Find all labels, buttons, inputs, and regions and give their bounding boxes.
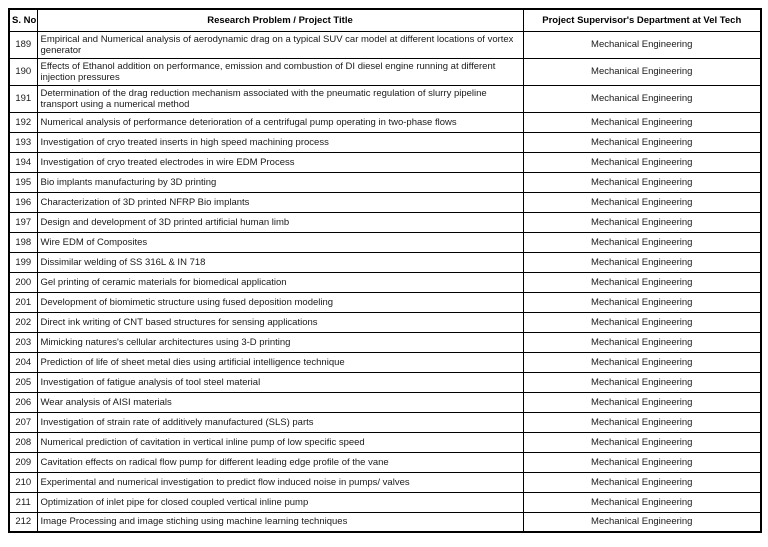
table-row xyxy=(9,312,761,332)
sno-cell: 196 xyxy=(9,192,37,212)
table-row xyxy=(9,152,761,172)
table-row xyxy=(9,352,761,372)
sno-cell: 208 xyxy=(9,432,37,452)
dept-cell: Mechanical Engineering xyxy=(523,132,761,152)
sno-cell: 206 xyxy=(9,392,37,412)
table-header xyxy=(9,9,761,31)
title-cell: Image Processing and image stiching using machine learning techniques xyxy=(37,512,523,532)
dept-cell: Mechanical Engineering xyxy=(523,332,761,352)
table-row xyxy=(9,172,761,192)
title-cell: Cavitation effects on radical flow pump for different leading edge profile of the vane xyxy=(37,452,523,472)
research-projects-table xyxy=(8,8,762,533)
title-cell: Experimental and numerical investigation to predict flow induced noise in pumps/ valves xyxy=(37,472,523,492)
dept-cell: Mechanical Engineering xyxy=(523,272,761,292)
sno-cell: 211 xyxy=(9,492,37,512)
table-row xyxy=(9,58,761,85)
header-dept: Project Supervisor's Department at Vel Tech xyxy=(523,9,761,31)
table-row xyxy=(9,112,761,132)
title-cell: Prediction of life of sheet metal dies using artificial intelligence technique xyxy=(37,352,523,372)
sno-cell: 207 xyxy=(9,412,37,432)
dept-cell: Mechanical Engineering xyxy=(523,192,761,212)
dept-cell: Mechanical Engineering xyxy=(523,85,761,112)
table-row xyxy=(9,332,761,352)
table-row xyxy=(9,85,761,112)
table-body xyxy=(9,31,761,532)
title-cell: Investigation of strain rate of additively manufactured (SLS) parts xyxy=(37,412,523,432)
header-title: Research Problem / Project Title xyxy=(37,9,523,31)
header-sno: S. No xyxy=(9,9,37,31)
dept-cell: Mechanical Engineering xyxy=(523,312,761,332)
table-row xyxy=(9,492,761,512)
table-row xyxy=(9,252,761,272)
sno-cell: 210 xyxy=(9,472,37,492)
table-row xyxy=(9,212,761,232)
title-cell: Investigation of fatigue analysis of tool steel material xyxy=(37,372,523,392)
title-cell: Numerical analysis of performance deterioration of a centrifugal pump operating in two-phase flows xyxy=(37,112,523,132)
sno-cell: 204 xyxy=(9,352,37,372)
dept-cell: Mechanical Engineering xyxy=(523,232,761,252)
title-cell: Design and development of 3D printed artificial human limb xyxy=(37,212,523,232)
title-cell: Empirical and Numerical analysis of aerodynamic drag on a typical SUV car model at different locations of vortex generator xyxy=(37,31,523,58)
sno-cell: 192 xyxy=(9,112,37,132)
sno-cell: 202 xyxy=(9,312,37,332)
table-row xyxy=(9,192,761,212)
dept-cell: Mechanical Engineering xyxy=(523,452,761,472)
dept-cell: Mechanical Engineering xyxy=(523,492,761,512)
title-cell: Wire EDM of Composites xyxy=(37,232,523,252)
dept-cell: Mechanical Engineering xyxy=(523,392,761,412)
dept-cell: Mechanical Engineering xyxy=(523,152,761,172)
dept-cell: Mechanical Engineering xyxy=(523,372,761,392)
sno-cell: 201 xyxy=(9,292,37,312)
dept-cell: Mechanical Engineering xyxy=(523,412,761,432)
title-cell: Bio implants manufacturing by 3D printing xyxy=(37,172,523,192)
table-row xyxy=(9,392,761,412)
dept-cell: Mechanical Engineering xyxy=(523,352,761,372)
dept-cell: Mechanical Engineering xyxy=(523,58,761,85)
dept-cell: Mechanical Engineering xyxy=(523,472,761,492)
title-cell: Characterization of 3D printed NFRP Bio implants xyxy=(37,192,523,212)
title-cell: Investigation of cryo treated inserts in high speed machining process xyxy=(37,132,523,152)
sno-cell: 209 xyxy=(9,452,37,472)
title-cell: Effects of Ethanol addition on performance, emission and combustion of DI diesel engine running at different injection pressures xyxy=(37,58,523,85)
table-row xyxy=(9,432,761,452)
dept-cell: Mechanical Engineering xyxy=(523,252,761,272)
table-row xyxy=(9,512,761,532)
sno-cell: 200 xyxy=(9,272,37,292)
dept-cell: Mechanical Engineering xyxy=(523,172,761,192)
sno-cell: 191 xyxy=(9,85,37,112)
sno-cell: 197 xyxy=(9,212,37,232)
table-row xyxy=(9,452,761,472)
dept-cell: Mechanical Engineering xyxy=(523,292,761,312)
table-row xyxy=(9,472,761,492)
sno-cell: 190 xyxy=(9,58,37,85)
dept-cell: Mechanical Engineering xyxy=(523,31,761,58)
dept-cell: Mechanical Engineering xyxy=(523,212,761,232)
sno-cell: 212 xyxy=(9,512,37,532)
table-row xyxy=(9,272,761,292)
sno-cell: 189 xyxy=(9,31,37,58)
table-row xyxy=(9,372,761,392)
dept-cell: Mechanical Engineering xyxy=(523,512,761,532)
sno-cell: 203 xyxy=(9,332,37,352)
table-row xyxy=(9,292,761,312)
sno-cell: 193 xyxy=(9,132,37,152)
table-row xyxy=(9,412,761,432)
table-row xyxy=(9,132,761,152)
sno-cell: 199 xyxy=(9,252,37,272)
sno-cell: 194 xyxy=(9,152,37,172)
title-cell: Investigation of cryo treated electrodes in wire EDM Process xyxy=(37,152,523,172)
table-row xyxy=(9,232,761,252)
table-row xyxy=(9,31,761,58)
title-cell: Optimization of inlet pipe for closed coupled vertical inline pump xyxy=(37,492,523,512)
title-cell: Determination of the drag reduction mechanism associated with the pneumatic regulation of slurry pipeline transport using a numerical method xyxy=(37,85,523,112)
title-cell: Numerical prediction of cavitation in vertical inline pump of low specific speed xyxy=(37,432,523,452)
header-row xyxy=(9,9,761,31)
dept-cell: Mechanical Engineering xyxy=(523,112,761,132)
title-cell: Mimicking natures's cellular architectures using 3-D printing xyxy=(37,332,523,352)
dept-cell: Mechanical Engineering xyxy=(523,432,761,452)
sno-cell: 198 xyxy=(9,232,37,252)
title-cell: Dissimilar welding of SS 316L & IN 718 xyxy=(37,252,523,272)
title-cell: Development of biomimetic structure using fused deposition modeling xyxy=(37,292,523,312)
title-cell: Direct ink writing of CNT based structures for sensing applications xyxy=(37,312,523,332)
title-cell: Gel printing of ceramic materials for biomedical application xyxy=(37,272,523,292)
sno-cell: 195 xyxy=(9,172,37,192)
title-cell: Wear analysis of AISI materials xyxy=(37,392,523,412)
sno-cell: 205 xyxy=(9,372,37,392)
